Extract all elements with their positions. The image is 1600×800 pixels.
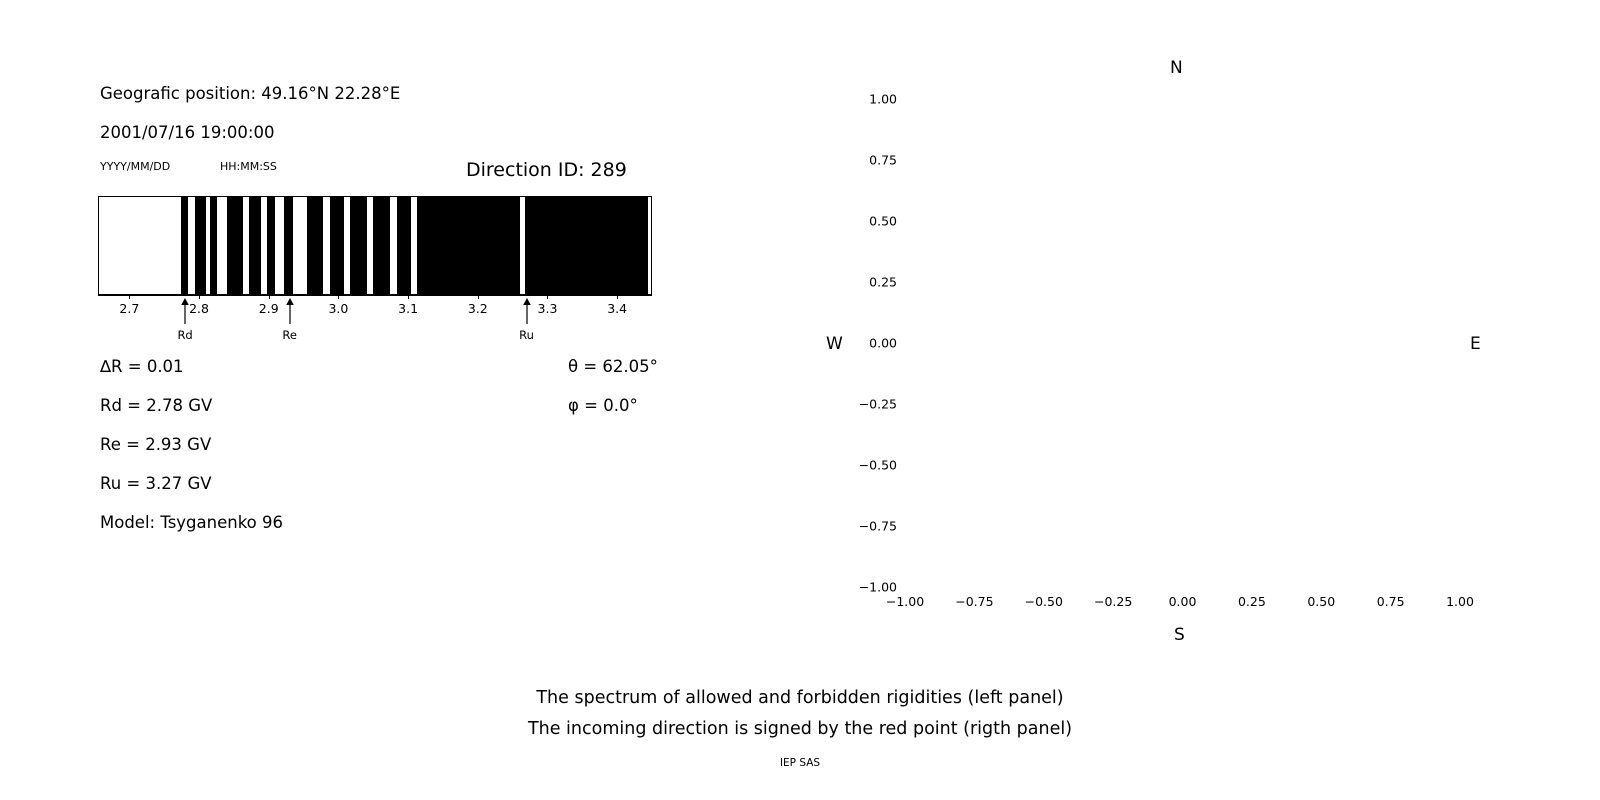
map-x-tick-label: 0.50 (1307, 594, 1336, 609)
spectrum-x-tick (199, 295, 200, 299)
map-y-tick-label: −0.75 (858, 518, 897, 534)
spectrum-x-tick (478, 295, 479, 299)
spectrum-marker-label: Ru (519, 328, 534, 342)
spectrum-x-tick-label: 2.7 (119, 301, 140, 316)
spectrum-marker-arrow (284, 298, 296, 324)
map-y-tick-label: −1.00 (858, 579, 897, 595)
spectrum-axis-line (98, 295, 652, 296)
forbidden-band (227, 197, 243, 294)
rd-value: Rd = 2.78 GV (100, 396, 213, 415)
map-x-tick-label: −0.50 (1024, 594, 1063, 609)
map-x-tick-label: −0.75 (955, 594, 994, 609)
forbidden-band (307, 197, 324, 294)
theta-value: θ = 62.05° (568, 357, 658, 376)
spectrum-x-tick (617, 295, 618, 299)
spectrum-x-tick-label: 2.8 (189, 301, 209, 316)
compass-north-label: N (1170, 58, 1183, 78)
forbidden-band (350, 197, 367, 294)
forbidden-band (195, 197, 205, 294)
map-x-tick-label: −1.00 (885, 594, 925, 609)
spectrum-x-tick (547, 295, 548, 299)
delta-r-value: ∆R = 0.01 (100, 357, 184, 376)
map-y-tick-label: 1.00 (869, 91, 897, 107)
direction-id-label: Direction ID: 289 (466, 159, 627, 181)
map-x-tick-label: 0.75 (1376, 594, 1405, 609)
compass-east-label: E (1470, 334, 1481, 354)
forbidden-band (525, 197, 648, 294)
forbidden-band (181, 197, 188, 294)
caption-line-2: The incoming direction is signed by the red point (rigth panel) (527, 719, 1073, 739)
phi-value: φ = 0.0° (568, 396, 638, 415)
spectrum-marker-arrow (179, 298, 191, 324)
map-x-tick-label: 1.00 (1446, 594, 1474, 609)
geographic-position: Geografic position: 49.16°N 22.28°E (100, 84, 401, 103)
map-y-tick-label: 0.25 (869, 274, 897, 290)
spectrum-x-tick-label: 3.2 (467, 301, 488, 316)
forbidden-band (267, 197, 275, 294)
map-y-tick-label: 0.50 (869, 213, 897, 229)
footer-label: IEP SAS (779, 757, 821, 769)
spectrum-x-tick (129, 295, 130, 299)
map-x-tick-label: −0.25 (1093, 594, 1133, 609)
forbidden-band (397, 197, 411, 294)
forbidden-band (249, 197, 262, 294)
compass-south-label: S (1174, 625, 1185, 645)
forbidden-band (330, 197, 345, 294)
map-y-tick-label: 0.00 (869, 335, 897, 351)
spectrum-marker-label: Re (282, 328, 297, 342)
model-value: Model: Tsyganenko 96 (100, 513, 284, 532)
map-x-tick-label: 0.25 (1237, 594, 1266, 609)
caption-line-1: The spectrum of allowed and forbidden rigidities (left panel) (536, 688, 1064, 708)
datetime-value: 2001/07/16 19:00:00 (100, 123, 275, 142)
spectrum-marker-label: Rd (177, 328, 193, 342)
spectrum-x-tick (269, 295, 270, 299)
forbidden-band (373, 197, 390, 294)
map-y-tick-label: −0.50 (858, 457, 897, 473)
spectrum-x-tick-label: 3.3 (537, 301, 558, 316)
forbidden-band (284, 197, 293, 294)
date-format-label: YYYY/MM/DD (100, 160, 171, 173)
compass-west-label: W (826, 334, 843, 354)
map-x-tick-label: 0.00 (1168, 594, 1197, 609)
spectrum-x-tick-label: 3.4 (607, 301, 628, 316)
time-format-label: HH:MM:SS (220, 160, 277, 173)
map-y-tick-label: −0.25 (858, 396, 897, 412)
re-value: Re = 2.93 GV (100, 435, 212, 454)
spectrum-x-tick-label: 3.0 (328, 301, 349, 316)
forbidden-band (210, 197, 217, 294)
spectrum-marker-arrow (521, 298, 533, 324)
spectrum-x-tick (408, 295, 409, 299)
right-panel (800, 0, 1600, 800)
rigidity-spectrum-chart (98, 196, 652, 295)
ru-value: Ru = 3.27 GV (100, 474, 212, 493)
spectrum-x-tick-label: 3.1 (398, 301, 419, 316)
spectrum-x-tick-label: 2.9 (258, 301, 279, 316)
forbidden-band (417, 197, 520, 294)
spectrum-x-tick (338, 295, 339, 299)
map-y-tick-label: 0.75 (869, 152, 897, 168)
